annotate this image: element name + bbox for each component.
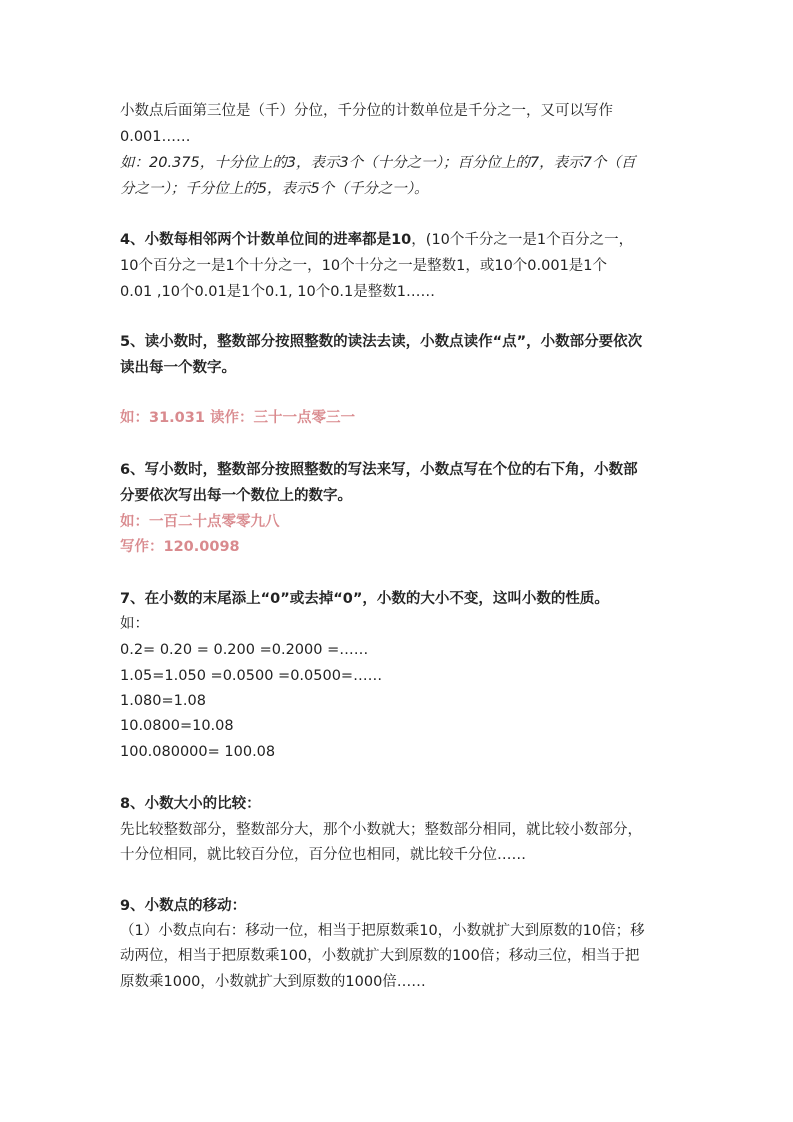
section-7-example-2: 1.05=1.050 =0.0500 =0.0500=…… (120, 668, 383, 684)
section-4-line-1-rest: ，(10个千分之一是1个百分之一， (411, 232, 634, 248)
section-4-line-3: 0.01 ,10个0.01是1个0.1, 10个0.1是整数1…… (120, 284, 435, 300)
section-5-line-1: 5、读小数时，整数部分按照整数的读法去读，小数点读作“点”，小数部分要依次 (120, 334, 643, 350)
section-8-line-1: 先比较整数部分，整数部分大，那个小数就大；整数部分相同，就比较小数部分， (120, 822, 642, 838)
section-9-heading: 9、小数点的移动： (120, 898, 247, 914)
section-6-line-1: 6、写小数时，整数部分按照整数的写法来写，小数点写在个位的右下角，小数部 (120, 462, 638, 478)
section-8-heading: 8、小数大小的比较： (120, 796, 261, 812)
section-7-example-3: 1.080=1.08 (120, 693, 206, 709)
section-5-line-2: 读出每一个数字。 (120, 360, 236, 376)
section-9-line-2: 动两位，相当于把原数乘100，小数就扩大到原数的100倍；移动三位，相当于把 (120, 948, 640, 964)
intro-line-2: 0.001…… (120, 129, 191, 145)
section-8-line-2: 十分位相同，就比较百分位，百分位也相同，就比较千分位…… (120, 847, 526, 863)
section-4-line-1 (120, 230, 633, 250)
section-6-example-2: 写作：120.0098 (120, 539, 240, 555)
section-7-label: 如： (120, 616, 149, 632)
section-6-line-2: 分要依次写出每一个数位上的数字。 (120, 488, 352, 504)
section-7-heading: 7、在小数的末尾添上“0”或去掉“0”，小数的大小不变，这叫小数的性质。 (120, 591, 609, 607)
intro-line-1: 小数点后面第三位是（千）分位，千分位的计数单位是千分之一，又可以写作 (120, 103, 613, 119)
section-4-line-2: 10个百分之一是1个十分之一，10个十分之一是整数1，或10个0.001是1个 (120, 258, 608, 274)
section-4-heading: 4、小数每相邻两个计数单位间的进率都是10 (120, 232, 412, 248)
section-6-example-1: 如：一百二十点零零九八 (120, 514, 280, 530)
section-7-example-4: 10.0800=10.08 (120, 718, 234, 734)
section-9-line-3: 原数乘1000，小数就扩大到原数的1000倍…… (120, 974, 426, 990)
section-7-example-5: 100.080000= 100.08 (120, 744, 276, 760)
intro-example-line-2: 分之一）；千分位上的5，表示5个（千分之一）。 (120, 181, 429, 197)
section-7-example-1: 0.2= 0.20 = 0.200 =0.2000 =…… (120, 642, 369, 658)
section-5-example: 如：31.031 读作：三十一点零三一 (120, 410, 356, 426)
section-9-line-1: （1）小数点向右：移动一位，相当于把原数乘10，小数就扩大到原数的10倍；移 (120, 923, 645, 939)
intro-example-line-1: 如：20.375，十分位上的3，表示3个（十分之一）；百分位上的7，表示7个（百 (120, 155, 636, 171)
